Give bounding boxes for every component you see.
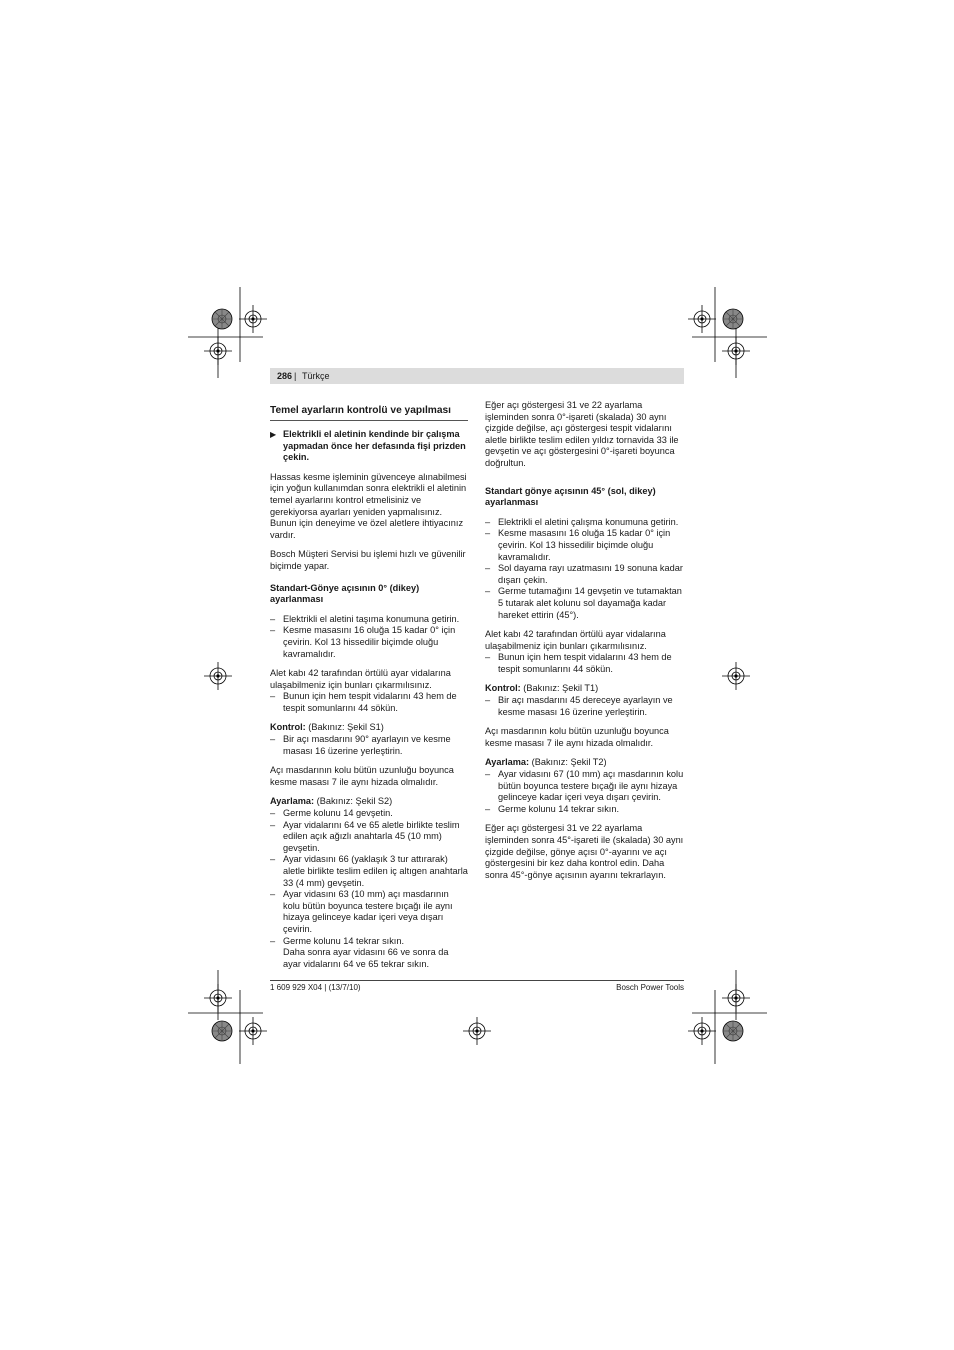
header-separator: |	[294, 371, 297, 381]
cover-list	[485, 652, 684, 675]
warning-text: Elektrikli el aletinin kendinde bir çalışma yapmadan önce her defasında fişi prizden çekin.	[283, 429, 466, 463]
indicator-paragraph: Eğer açı göstergesi 31 ve 22 ayarlama işleminden sonra 0°-işareti (skalada) 30 aynı çizgide değilse, açı göstergesi tespit vidalarını aletle birlikte teslim edilen yıldız tornavida 33 ile gevşetin ve açı göstergesini 0°-işareti boyunca doğrultun.	[485, 400, 679, 468]
subsection-title-45deg: Standart gönye açısının 45° (sol, dikey) ayarlanması	[485, 485, 656, 508]
list-item: – Ayar vidasını 66 (yaklaşık 3 tur attırarak) aletle birlikte teslim edilen iç altıgen anahtarla 33 (4 mm) gevşetin.	[270, 854, 468, 889]
adjust-heading	[270, 796, 468, 808]
footer-brand: Bosch Power Tools	[616, 983, 684, 992]
control-note: Açı masdarının kolu bütün uzunluğu boyunca kesme masası 7 ile aynı hizada olmalıdır.	[485, 726, 669, 748]
list-item: – Germe tutamağını 14 gevşetin ve tutamaktan 5 tutarak alet kolunu sol dayamağa kadar hareket ettirin (45°).	[485, 586, 684, 621]
footer-doc-code: 1 609 929 X04 | (13/7/10)	[270, 983, 361, 992]
list-item: – Ayar vidasını 67 (10 mm) açı masdarının kolu bütün boyunca testere bıçağı ile aynı hizaya gelinceye kadar içeri veya dışarı çevirin.	[485, 769, 684, 804]
final-paragraph: Eğer açı göstergesi 31 ve 22 ayarlama işleminden sonra 45°-işareti ile (skalada) 30 aynı çizgide değilse, gönye açısı 0°-ayarını ve açı göstergesini bir kez daha kontrol edin. Daha sonra 45°-gönye açısının ayarını tekrarlayın.	[485, 823, 684, 880]
steps-list	[270, 614, 468, 660]
list-item: – Elektrikli el aletini taşıma konumuna getirin.	[270, 614, 468, 626]
cover-paragraph: Alet kabı 42 tarafından örtülü ayar vidalarına ulaşabilmeniz için bunları çıkarmılısınız.	[270, 668, 451, 690]
list-item: – Kesme masasını 16 oluğa 15 kadar 0° için çevirin. Kol 13 hissedilir biçimde oluğu kavramalıdır.	[485, 528, 684, 563]
control-note: Açı masdarının kolu bütün uzunluğu boyunca kesme masası 7 ile aynı hizada olmalıdır.	[270, 765, 454, 787]
list-item: – Bir açı masdarını 90° ayarlayın ve kesme masası 16 üzerine yerleştirin.	[270, 734, 468, 757]
list-item: – Kesme masasını 16 oluğa 15 kadar 0° için çevirin. Kol 13 hissedilir biçimde oluğu kavramalıdır.	[270, 625, 468, 660]
cover-paragraph: Alet kabı 42 tarafından örtülü ayar vidalarına ulaşabilmeniz için bunları çıkarmılısınız.	[485, 629, 666, 651]
triangle-right-icon: ▶	[270, 430, 277, 439]
list-item: – Ayar vidalarını 64 ve 65 aletle birlikte teslim edilen açık ağızlı anahtarla 45 (10 mm) gevşetin.	[270, 820, 468, 855]
list-item: – Bir açı masdarını 45 dereceye ayarlayın ve kesme masası 16 üzerine yerleştirin.	[485, 695, 684, 718]
adjust-heading	[485, 757, 684, 769]
control-label: Kontrol:	[485, 683, 521, 694]
adjust-label: Ayarlama:	[485, 757, 530, 768]
list-item: – Bunun için hem tespit vidalarını 43 hem de tespit somunlarını 44 sökün.	[270, 691, 468, 714]
list-item: – Germe kolunu 14 gevşetin.	[270, 808, 468, 820]
page-header	[270, 368, 684, 384]
safety-warning	[270, 429, 468, 464]
footer-rule	[270, 980, 684, 981]
subsection-title-0deg: Standart-Gönye açısının 0° (dikey) ayarlanması	[270, 582, 420, 605]
header-language: Türkçe	[302, 371, 330, 381]
list-item: – Elektrikli el aletini çalışma konumuna getirin.	[485, 517, 684, 529]
control-list	[485, 695, 684, 718]
page-number: 286	[277, 371, 293, 381]
adjust-list	[485, 769, 684, 815]
control-heading	[485, 683, 684, 695]
adjust-reference: (Bakınız: Şekil T2)	[531, 757, 607, 768]
list-item: – Germe kolunu 14 tekrar sıkın.	[270, 936, 468, 948]
right-column	[485, 400, 684, 889]
control-reference: (Bakınız: Şekil T1)	[523, 683, 599, 694]
left-column	[270, 400, 468, 978]
adjust-list	[270, 808, 468, 947]
control-list	[270, 734, 468, 757]
list-item: – Germe kolunu 14 tekrar sıkın.	[485, 804, 684, 816]
adjust-continuation: Daha sonra ayar vidasını 66 ve sonra da ayar vidalarını 64 ve 65 tekrar sıkın.	[283, 947, 449, 969]
section-title: Temel ayarların kontrolü ve yapılması	[270, 404, 468, 421]
list-item: – Ayar vidasını 63 (10 mm) açı masdarının kolu bütün boyunca testere bıçağı ile aynı hizaya gelinceye kadar içeri veya dışarı çevirin.	[270, 889, 468, 935]
intro-paragraph: Hassas kesme işleminin güvenceye alınabilmesi için yoğun kullanımdan sonra elektrikli el aletinin temel ayarlarını kontrol etmelisiniz ve gerekiyorsa ayarları yeniden yapmalısınız. Bunun için deneyime ve özel aletlere ihtiyacınız vardır.	[270, 471, 467, 540]
steps-list	[485, 517, 684, 621]
adjust-label: Ayarlama:	[270, 796, 315, 807]
service-paragraph: Bosch Müşteri Servisi bu işlemi hızlı ve güvenilir biçimde yapar.	[270, 549, 466, 571]
control-label: Kontrol:	[270, 722, 306, 733]
control-reference: (Bakınız: Şekil S1)	[308, 722, 384, 733]
control-heading	[270, 722, 468, 734]
cover-list	[270, 691, 468, 714]
list-item: – Sol dayama rayı uzatmasını 19 sonuna kadar dışarı çekin.	[485, 563, 684, 586]
adjust-reference: (Bakınız: Şekil S2)	[316, 796, 393, 807]
list-item: – Bunun için hem tespit vidalarını 43 hem de tespit somunlarını 44 sökün.	[485, 652, 684, 675]
